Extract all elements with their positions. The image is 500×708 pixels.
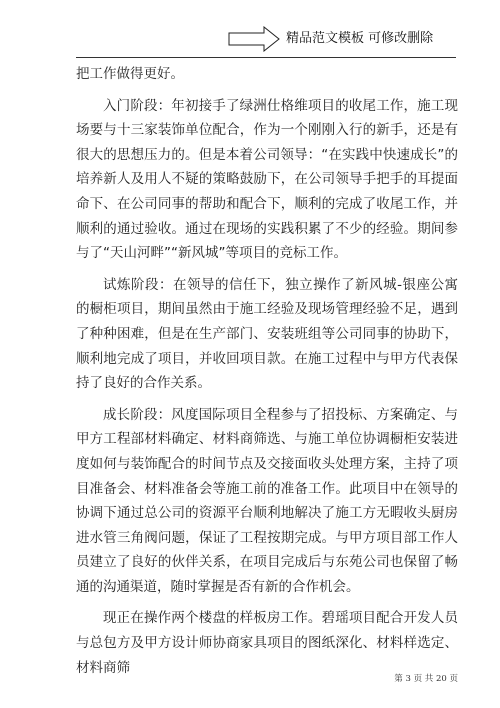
header-title: 精品范文模板 可修改删除 <box>286 31 434 46</box>
page-number: 第 3 页 共 20 页 <box>394 674 458 684</box>
paragraph-entry-stage: 入门阶段：年初接手了绿洲仕格维项目的收尾工作，施工现场要与十三家装饰单位配合，作为一个刚刚入行的新手，还是有很大的思想压力的。但是本着公司领导：“在实践中快速成长”的培养新人及用人不疑的策略鼓励下，在公司领导手把手的耳提面命下、在公司同事的帮助和配合下，顺利的完成了收尾工作，并顺利的通过验收。通过在现场的实践积累了不少的经验。期间参与了“天山河畔”“新风城”等项目的竞标工作。 <box>76 97 458 262</box>
paragraph-current-work: 现正在操作两个楼盘的样板房工作。碧瑶项目配合开发人员与总包方及甲方设计师协商家具项目的图纸深化、材料样选定、材料商筛 <box>76 610 458 676</box>
document-body <box>76 62 458 680</box>
paragraph-continuation: 把工作做得更好。 <box>76 66 184 82</box>
paragraph-growth-stage: 成长阶段：风度国际项目全程参与了招投标、方案确定、与甲方工程部材料确定、材料商筛选、与施工单位协调橱柜安装进度如何与装饰配合的时间节点及交接面收头处理方案，主持了项目准备会、材料准备会等施工前的准备工作。此项目中在领导的协调下通过总公司的资源平台顺利地解决了施工方无暇收头厨房进水管三角阀问题，保证了工程按期完成。与甲方项目部工作人员建立了良好的伙伴关系，在项目完成后与东苑公司也保留了畅通的沟通渠道，随时掌握是否有新的合作机会。 <box>76 406 458 595</box>
arrow-icon <box>228 26 280 52</box>
header-divider <box>76 57 456 58</box>
paragraph-trial-stage: 试炼阶段：在领导的信任下，独立操作了新风城-银座公寓的橱柜项目，期间虽然由于施工经验及现场管理经验不足，遇到了种种困难，但是在生产部门、安装班组等公司同事的协助下，顺利地完成了项目，并收回项目款。在施工过程中与甲方代表保持了良好的合作关系。 <box>76 276 458 392</box>
